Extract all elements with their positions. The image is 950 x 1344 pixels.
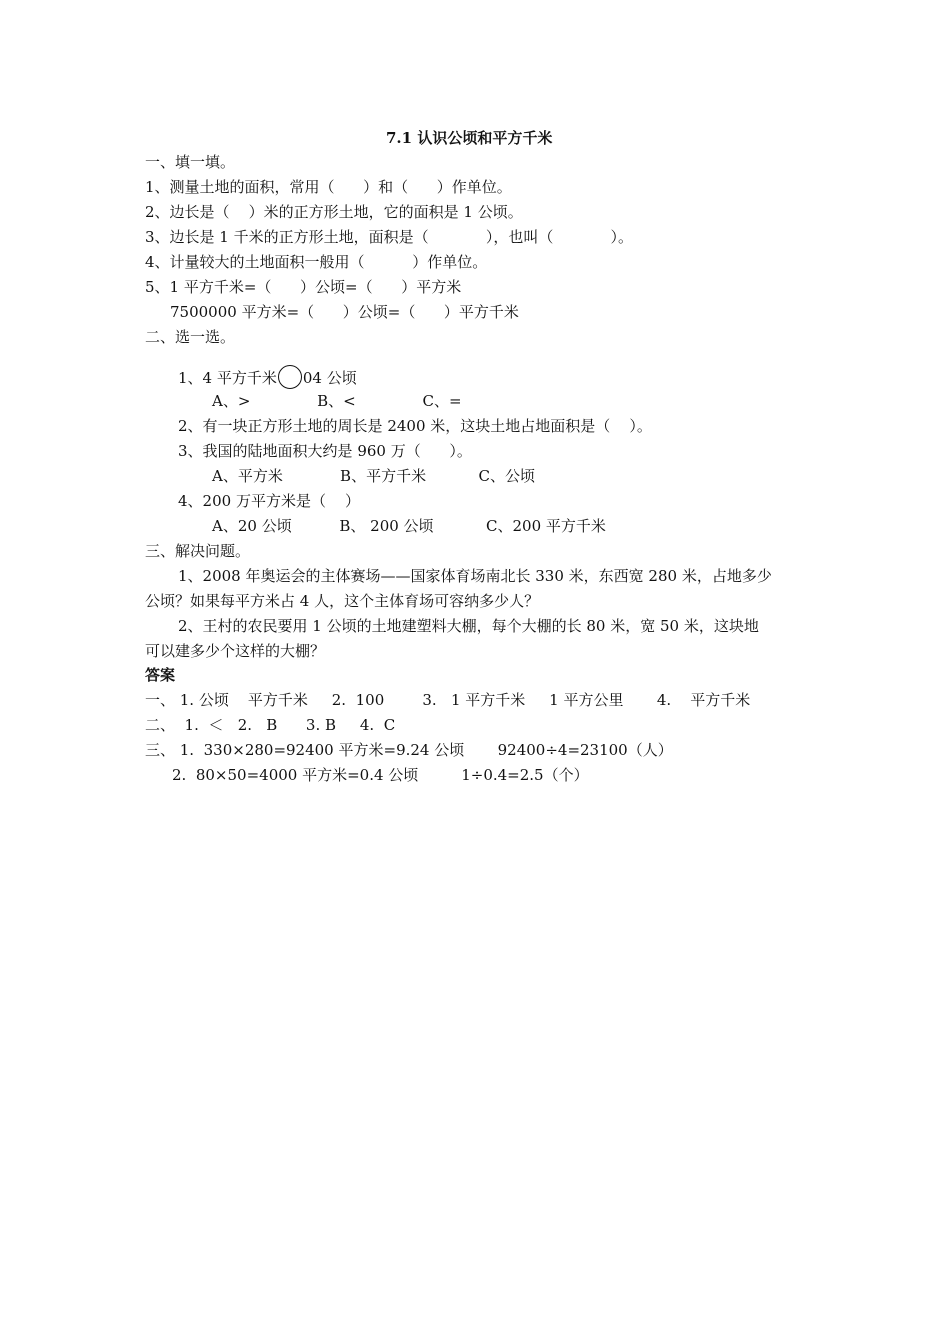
compare-circle-icon: [278, 365, 302, 389]
section1-question-5b: 7500000 平方米=（ ）公顷=（ ）平方千米: [170, 303, 519, 321]
section2-question-4: 4、200 万平方米是（ ）: [178, 492, 361, 510]
section1-question-5a: 5、1 平方千米=（ ）公顷=（ ）平方米: [145, 278, 462, 296]
section2-question-3: 3、我国的陆地面积大约是 960 万（ ）。: [178, 442, 472, 460]
section1-question-4: 4、计量较大的土地面积一般用（ ）作单位。: [145, 253, 488, 271]
section2-question-1-left: 1、4 平方千米: [178, 369, 277, 387]
section3-problem-1-line-2: 公顷？如果每平方米占 4 人，这个主体育场可容纳多少人？: [145, 592, 540, 610]
answers-section-1: 一、 1. 公顷 平方千米 2. 100 3. 1 平方千米 1 平方公里 4. 平方千米: [145, 691, 751, 709]
answers-section-3-line-2: 2. 80×50=4000 平方米=0.4 公顷 1÷0.4=2.5（个）: [172, 766, 589, 784]
answers-section-2: 二、 1. ＜ 2. B 3. B 4. C: [145, 716, 396, 734]
section2-question-2: 2、有一块正方形土地的周长是 2400 米，这块土地占地面积是（ ）。: [178, 417, 652, 435]
answers-section-3-line-1: 三、 1. 330×280=92400 平方米=9.24 公顷 92400÷4=23100（人）: [145, 741, 673, 759]
section2-question-3-options: A、平方米 B、平方千米 C、公顷: [212, 467, 535, 485]
section2-question-1-options: A、> B、< C、=: [212, 392, 462, 410]
section2-question-1: [178, 365, 357, 389]
section3-heading: 三、解决问题。: [145, 542, 251, 560]
section2-question-4-options: A、20 公顷 B、 200 公顷 C、200 平方千米: [212, 517, 606, 535]
answers-heading: 答案: [145, 666, 176, 684]
section1-question-3: 3、边长是 1 千米的正方形土地，面积是（ ），也叫（ ）。: [145, 228, 634, 246]
page-title: 7.1 认识公顷和平方千米: [386, 129, 553, 147]
section1-heading: 一、填一填。: [145, 153, 236, 171]
section2-question-1-right: 04 公顷: [302, 369, 357, 387]
section2-heading: 二、选一选。: [145, 328, 236, 346]
section3-problem-2-line-1: 2、王村的农民要用 1 公顷的土地建塑料大棚，每个大棚的长 80 米，宽 50 米，这块地: [178, 617, 759, 635]
section1-question-2: 2、边长是（ ）米的正方形土地，它的面积是 1 公顷。: [145, 203, 523, 221]
section3-problem-2-line-2: 可以建多少个这样的大棚？: [145, 642, 326, 660]
section1-question-1: 1、测量土地的面积，常用（ ）和（ ）作单位。: [145, 178, 512, 196]
section3-problem-1-line-1: 1、2008 年奥运会的主体赛场——国家体育场南北长 330 米，东西宽 280 米，占地多少: [178, 567, 772, 585]
